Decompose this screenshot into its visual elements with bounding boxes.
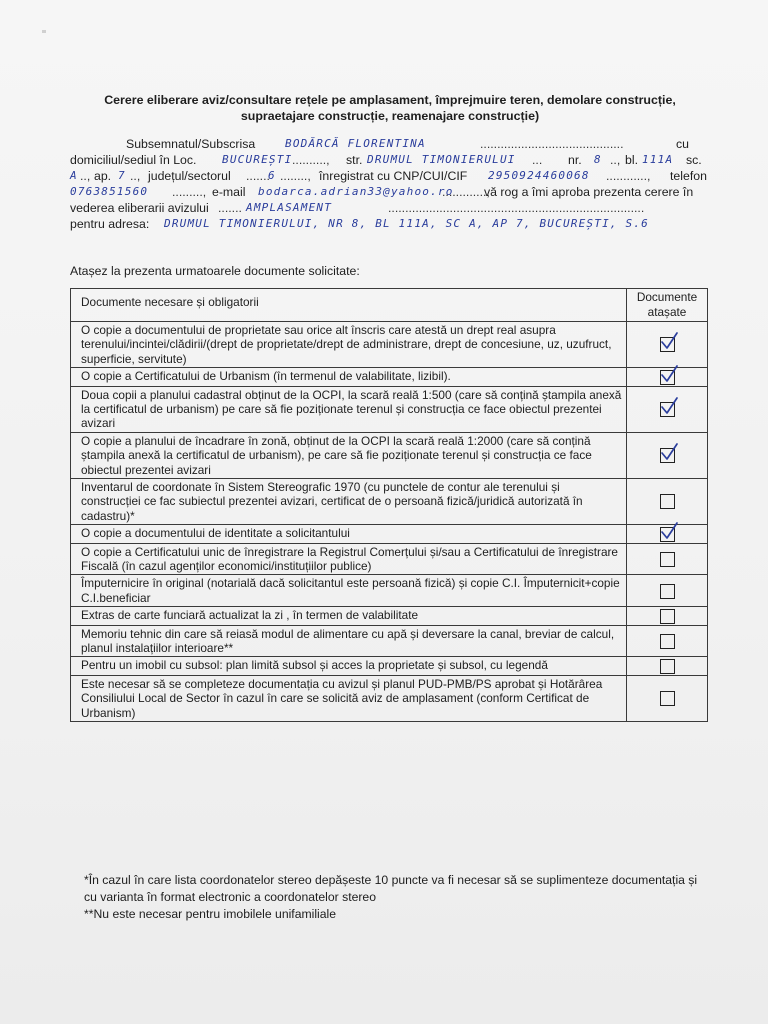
check-mark-icon: [659, 364, 679, 384]
attach-heading: Atașez la prezenta urmatoarele documente solicitate:: [70, 264, 360, 278]
name-dots: ..........................................: [480, 137, 624, 151]
title-line-2: supraetajare construcție, reamenajare construcție): [240, 109, 540, 123]
form-line-county: [70, 168, 712, 184]
document-description: O copie a Certificatului unic de înregistrare la Registrul Comerțului și/sau a Certificatului de înregistrare Fiscală (în cazul agenților economici/instituțiilor publice): [71, 543, 627, 575]
form-line-adresa: [70, 216, 712, 232]
document-description: Memoriu tehnic din care să reiasă modul de alimentare cu apă și deversare la canal, breviar de calcul, planul instalațiilor interioare**: [71, 625, 627, 657]
cnp-label: înregistrat cu CNP/CUI/CIF: [319, 169, 468, 183]
ap-dots: ..,: [130, 169, 141, 183]
document-row: [71, 432, 708, 478]
email-field[interactable]: bodarca.adrian33@yahoo.ro: [258, 185, 454, 198]
aviz-dots-b: ...........................................................................: [388, 201, 645, 215]
attached-checkbox-checked[interactable]: [660, 402, 675, 417]
locality-field[interactable]: BUCUREȘTI: [222, 153, 293, 166]
attached-checkbox-checked[interactable]: [660, 337, 675, 352]
bl-label: bl.: [625, 153, 638, 167]
document-description: O copie a documentului de proprietate sau orice alt înscris care atestă un drept real asupra terenului/incintei/clădirii/(drept de proprietate/drept de administrare, drept de concesiune, uz, uzufruct, superficie, servitute): [71, 322, 627, 368]
document-row: [71, 525, 708, 543]
aviz-field[interactable]: AMPLASAMENT: [246, 201, 333, 214]
document-row: [71, 543, 708, 575]
ap-field[interactable]: 7: [118, 169, 126, 182]
check-mark-icon: [659, 331, 679, 351]
document-row: [71, 479, 708, 525]
document-row: [71, 625, 708, 657]
aviz-dots-a: .......: [218, 201, 242, 215]
document-row: [71, 368, 708, 386]
table-header-row: [71, 289, 708, 322]
form-line-name: [70, 136, 712, 152]
footnote-stereo: *În cazul în care lista coordonatelor stereo depășeste 10 puncte va fi necesar să se suplimenteze documentația și cu varianta în format electronic a coordonatelor stereo: [84, 873, 698, 904]
attached-cell: [627, 386, 708, 432]
title-line-1: Cerere eliberare aviz/consultare rețele pe amplasament, împrejmuire teren, demolare construcție,: [104, 93, 676, 107]
sc-field[interactable]: A: [70, 169, 78, 182]
email-label: e-mail: [212, 185, 246, 199]
nr-dots: ..,: [610, 153, 621, 167]
footnote-unifamiliale: **Nu este necesar pentru imobilele unifamiliale: [84, 907, 337, 921]
form-line-contact: [70, 184, 712, 200]
ap-label: ap.: [94, 169, 112, 183]
footnotes: [84, 872, 704, 923]
form-line-address: [70, 152, 712, 168]
attached-cell: [627, 322, 708, 368]
attached-checkbox[interactable]: [660, 659, 675, 674]
attached-checkbox[interactable]: [660, 552, 675, 567]
attached-cell: [627, 657, 708, 675]
street-label: str.: [346, 153, 363, 167]
phone-field[interactable]: 0763851560: [70, 185, 149, 198]
attached-checkbox-checked[interactable]: [660, 370, 675, 385]
check-mark-icon: [659, 396, 679, 416]
aproba-text: vă rog a îmi aproba prezenta cerere în: [484, 185, 694, 199]
domiciliul-label: domiciliul/sediul în Loc.: [70, 153, 197, 167]
telefon-label: telefon: [670, 169, 707, 183]
name-field[interactable]: BODĂRCĂ FLORENTINA: [285, 137, 426, 150]
attached-cell: [627, 368, 708, 386]
attached-checkbox[interactable]: [660, 691, 675, 706]
document-row: [71, 675, 708, 721]
attached-cell: [627, 432, 708, 478]
check-mark-icon: [659, 442, 679, 462]
cu-label: cu: [676, 137, 689, 151]
document-row: [71, 322, 708, 368]
document-description: Este necesar să se completeze documentația cu avizul și planul PUD-PMB/PS aprobat și Hotărârea Consiliului Local de Sector în cazul în care se solicită aviz de amplasament (conform Certificat de Urbanism): [71, 675, 627, 721]
attached-cell: [627, 625, 708, 657]
document-description: Doua copii a planului cadastral obținut de la OCPI, la scară reală 1:500 (care să conțină ștampila anexă la certificatul de urbanism) pe care să fie poziționate terenul și construcția ce face obiectul prezentei avizari: [71, 386, 627, 432]
email-dots: .............,: [442, 185, 490, 199]
document-description: O copie a documentului de identitate a solicitantului: [71, 525, 627, 543]
attached-cell: [627, 675, 708, 721]
applicant-form: [70, 136, 712, 232]
document-description: Inventarul de coordonate în Sistem Stereografic 1970 (cu punctele de contur ale terenului și construcției ce fac subiectul prezentei avizari, certificat de o persoană fizică/juridică autorizată în cadastru)*: [71, 479, 627, 525]
aviz-label: vederea eliberarii avizului: [70, 201, 209, 215]
phone-dots: .........,: [172, 185, 207, 199]
attached-checkbox[interactable]: [660, 634, 675, 649]
sc-dots: ..,: [80, 169, 91, 183]
street-field[interactable]: DRUMUL TIMONIERULUI: [367, 153, 516, 166]
attached-checkbox[interactable]: [660, 584, 675, 599]
attached-checkbox-checked[interactable]: [660, 527, 675, 542]
document-description: Împuternicire în original (notarială dacă solicitantul este persoană fizică) și copie C.I. Împuternicit+copie C.I.beneficiar: [71, 575, 627, 607]
attached-cell: [627, 479, 708, 525]
judet-field[interactable]: 6: [268, 169, 276, 182]
street-dots: ...: [532, 153, 543, 167]
locality-dots: ..........,: [292, 153, 330, 167]
document-row: [71, 657, 708, 675]
attached-cell: [627, 575, 708, 607]
document-row: [71, 607, 708, 625]
header-required-docs: Documente necesare și obligatorii: [71, 289, 627, 322]
document-row: [71, 575, 708, 607]
attached-cell: [627, 543, 708, 575]
adresa-label: pentru adresa:: [70, 217, 150, 231]
documents-table: [70, 288, 708, 722]
attached-checkbox[interactable]: [660, 494, 675, 509]
cnp-dots: ............,: [606, 169, 651, 183]
attached-checkbox[interactable]: [660, 609, 675, 624]
document-row: [71, 386, 708, 432]
document-description: O copie a Certificatului de Urbanism (în termenul de valabilitate, lizibil).: [71, 368, 627, 386]
nr-label: nr.: [568, 153, 582, 167]
attached-cell: [627, 607, 708, 625]
document-description: O copie a planului de încadrare în zonă, obținut de la OCPI la scară reală 1:2000 (care să conțină ștampila anexă la certificatul de urbanism), pe care să fie poziționate terenul și construcția ce face obiectul prezentei avizari: [71, 432, 627, 478]
header-attached-docs: Documente atașate: [627, 289, 708, 322]
bl-field[interactable]: 111A: [642, 153, 674, 166]
judet-label: județul/sectorul: [148, 169, 231, 183]
page-title: [70, 92, 710, 124]
attached-cell: [627, 525, 708, 543]
adresa-field[interactable]: DRUMUL TIMONIERULUI, NR 8, BL 111A, SC A, AP 7, BUCUREȘTI, S.6: [164, 217, 649, 230]
nr-field[interactable]: 8: [594, 153, 602, 166]
judet-dots-b: ........,: [280, 169, 311, 183]
subsemnatul-label: Subsemnatul/Subscrisa: [126, 137, 256, 151]
judet-dots-a: .......: [246, 169, 270, 183]
sc-label: sc.: [686, 153, 702, 167]
attached-checkbox-checked[interactable]: [660, 448, 675, 463]
document-description: Extras de carte funciară actualizat la zi , în termen de valabilitate: [71, 607, 627, 625]
cnp-field[interactable]: 2950924460068: [488, 169, 590, 182]
scan-speck: [42, 30, 46, 33]
document-description: Pentru un imobil cu subsol: plan limită subsol și acces la proprietate și subsol, cu legendă: [71, 657, 627, 675]
check-mark-icon: [659, 521, 679, 541]
form-line-aviz: [70, 200, 712, 216]
